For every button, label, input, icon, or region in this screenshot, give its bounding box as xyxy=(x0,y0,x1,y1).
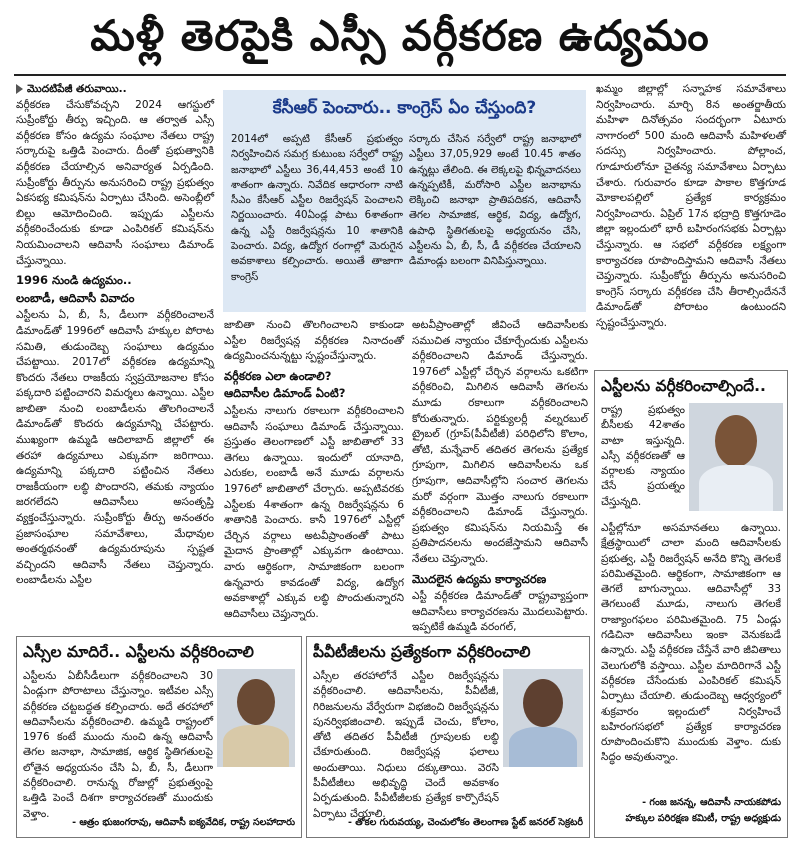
col2-subheading-1: వర్గీకరణ ఎలా ఉండాలి? xyxy=(224,368,332,383)
arrow-icon xyxy=(16,84,23,94)
blue-box-left-text: 2014లో అప్పటి కేసీఆర్ ప్రభుత్వం నిర్వహించిన సమగ్ర కుటుంబ సర్వేలో రాష్ట్ర జనాభాలో ఎస్టీలు 36,44,453 అంటే 10 శాతంగా ఉన్నారు. నివేదిక ఆధారంగా నాటి సీఎం కేసీఆర్ ఎస్టీల రిజర్వేషన్ పెంచాలని నిర్ణయించారు. 40ఏండ్ల పాటు 6శాతంగా ఉన్న ఎస్టీ రిజర్వేషన్లను 10 శాతానికి పెంచారు. విద్య, ఉద్యోగ రంగాల్లో మెరుగైన అవకాశాలు కల్పించారు. అయితే తాజాగా కాంగ్రెస్ xyxy=(231,133,403,283)
person-shirt xyxy=(223,725,289,767)
quote-box-middle-title: పీవీటీజీలను ప్రత్యేకంగా వర్గీకరించాలి xyxy=(313,643,531,661)
headline-rule xyxy=(14,74,786,76)
column-2 xyxy=(224,318,404,624)
person-shirt xyxy=(699,465,773,511)
col4-paragraph-1: ఖమ్మం జిల్లాల్లో సన్నాహక సమావేశాలు నిర్వహించారు. మార్చి 8న అంతర్జాతీయ మహిళా దినోత్సవం సందర్భంగా ఏటూరు నాగారంలో 500 మంది ఆదివాసీ మహిళలతో సదస్సు నిర్వహించారు. పోల్లాంచ, గూడూరులోనూ చైతన్య సమావేశాలు ఏర్పాటు చేశారు. గురువారం కూడా పాకాల కొత్తగూడ మోకాలపల్లిలో ప్రత్యేక కార్యక్రమం నిర్వహించారు. ఏప్రిల్ 17న భద్రాద్రి కొత్తగూడెం జిల్లా ఇల్లందులో భారీ బహిరంగసభకు ఏర్పాట్లు చేస్తున్నారు. ఆ సభలో వర్గీకరణ లక్ష్యంగా కార్యాచరణ రూపొందిస్తామని ఆదివాసీ నేతలు చెప్తున్నారు. సుప్రీంకోర్టు తీర్పును అనుసరించి కాంగ్రెస్ సర్కారు వర్గీకరణ చేసి తీరాల్సిందేననే డిమాండ్‌తో పోరాటం ఉంటుందని స్పష్టంచేస్తున్నారు. xyxy=(596,83,786,329)
quote-box-left xyxy=(16,636,302,838)
quote-box-right-title: ఎస్టీలను వర్గీకరించాల్సిందే.. xyxy=(601,377,766,395)
blue-box-right-text: సర్కారు చేసిన సర్వేలో రాష్ట్ర జనాభాలో ఎస్టీలు 37,05,929 అంటే 10.45 శాతం ఉన్నట్లు తేలింది. ఈ లెక్కలపై భిన్నవాదనలు ఉన్నప్పటికీ, మరోసారి ఎస్టీల జనాభాను లెక్కించి జనాభా ప్రాతిపదికన, ఆదివాసీ తెగల సామాజిక, ఆర్థిక, విద్య, ఉద్యోగ, ఉపాధి స్థితిగతులపై అధ్యయనం చేసి, ఎస్టీలను ఏ, బీ, సీ, డీ వర్గీకరణ చేయాలని డిమాండ్లు బలంగా వినిపిస్తున్నాయి. xyxy=(409,133,581,268)
col1-paragraph-2: ఎస్టీలను ఏ, బీ, సీ, డీలుగా వర్గీకరించాలనే డిమాండ్‌తో 1996లో ఆదివాసీ హక్కుల పోరాట సమితి, తుడుందెబ్బ సంఘాలు ఉద్యమం చేపట్టాయి. 2017లో వర్గీకరణ ఉద్యమాన్ని కొందరు నేతలు రాజకీయ స్వప్రయోజనాల కోసం పక్కదారి పట్టించారని విమర్శలు ఉన్నాయి. ఎస్టీల జాబితా నుంచి లంబాడీలను తొలగించాలనే డిమాండ్‌తో కొందరు ఉద్యమాన్ని చేపట్టారు. ముఖ్యంగా ఉమ్మడి ఆదిలాబాద్ జిల్లాలో ఈ తరహా ఉద్యమాలు ఎక్కువగా జరిగాయి. ఉద్యమాన్ని పక్కదారి పట్టించిన నేతలు రాజకీయంగా లబ్ధి పొందారని, తమకు న్యాయం జరగలేదని ఆదివాసీలు అసంతృప్తి వ్యక్తంచేస్తున్నారు. సుప్రీంకోర్టు తీర్పు అనంతరం ప్రజాసంఘాల సమావేశాలు, మేధావుల అంతర్మథనంతో ఉద్యమరూపును స్పష్టత వచ్చిందని ఆదివాసీ నేతలు చెప్తున్నారు. లంబాడీలను ఎస్టీల xyxy=(16,309,214,587)
person-face xyxy=(523,679,563,727)
blue-sidebar-box xyxy=(223,90,586,312)
photo-atram-bhujangarao xyxy=(217,669,295,767)
person-shirt xyxy=(509,727,577,767)
headline: మళ్లీ తెరపైకి ఎస్సీ వర్గీకరణ ఉద్యమం xyxy=(90,11,710,60)
col1-subheading-1: 1996 నుండి ఉద్యమం.. xyxy=(16,273,132,288)
column-1 xyxy=(16,82,214,591)
quote-box-left-title: ఎస్సీల మాదిరే.. ఎస్టీలను వర్గీకరించాలి xyxy=(23,643,254,661)
quote-box-right xyxy=(594,370,788,838)
col2-subheading-2: ఆదివాసీల డిమాండ్ ఏంటి? xyxy=(224,386,346,401)
photo-tokala-guruvayya xyxy=(503,669,583,767)
quote-box-middle xyxy=(306,636,590,838)
col1-subheading-2: లంబాడీ, ఆదివాసీ వివాదం xyxy=(16,290,135,305)
col3-paragraph-1: అటవీప్రాంతాల్లో జీవించే ఆదివాసీలకు సముచిత న్యాయం చేకూర్చేందుకు ఎస్టీలను వర్గీకరించాలని డిమాండ్ చేస్తున్నారు. 1976లో ఎస్టీల్లో చేర్చిన వర్గాలను ఒకటిగా వర్గీకరించి, మిగిలిన ఆదివాసీ తెగలను మూడు రకాలుగా వర్గీకరించాలని కోరుతున్నారు. పర్టిక్యులర్లీ వల్నరబుల్ ట్రైబల్ (గ్రూప్(పీవీటీజీ) పరిధిలోని కొలాం, తోటి, మన్నేవార్ తదితర తెగలను ప్రత్యేక గ్రూపుగా, మిగిలిన ఆదివాసీలను ఒక గ్రూపుగా, ఆదివాసీల్లోని సంచార తెగలను మరో వర్గంగా మొత్తం నాలుగు రకాలుగా వర్గీకరించాలని డిమాండ్ చేస్తున్నారు. ప్రభుత్వం కమిషన్‌ను నియమిస్తే ఈ ప్రతిపాదనలను అందజేస్తామని ఆదివాసీ నేతలు చెప్తున్నారు. xyxy=(412,319,588,565)
col3-subheading-1: మొదలైన ఉద్యమ కార్యాచరణ xyxy=(412,571,547,586)
quote-box-right-text-bottom: ఎస్టీల్లోనూ అసమానతలు ఉన్నాయి. క్షేత్రస్థాయిలో చాలా మంది ఆదివాసీలకు ప్రభుత్వ, ఎస్టీ రిజర్వేషన్ అనేది కొన్ని తెగలకే పరిమితమైంది. ఆర్థికంగా, సామాజికంగా ఆ తెగలే బాగున్నాయి. ఆదివాసీల్లో 33 తెగలుంటే మూడు, నాలుగు తెగలకే రాజ్యాంగఫలం పరిమితమైంది. 75 ఏండ్లు గడిచినా ఆదివాసీలు ఇంకా వెనుకబడే ఉన్నారు. ఎస్టీ వర్గీకరణ చేస్తేనే వారి జీవితాలు వెలుగులోకి వస్తాయి. ఎస్టీల మాదిరిగానే ఎస్టీ వర్గీకరణ చేసేందుకు ఎంపిరికల్ కమిషన్ ఏర్పాటు చేయాలి. తుడుందెబ్బ ఆధ్వర్యంలో శుక్రవారం ఇల్లందులో నిర్వహించే బహిరంగసభలో ప్రత్యేక కార్యాచరణ రూపొందించుకొని ముందుకు వెళ్తాం. దుకు సిద్ధం అవుతున్నాం. xyxy=(601,522,781,764)
person-face xyxy=(237,679,275,725)
col1-paragraph-1: వర్గీకరణ చేసుకోవచ్చని 2024 ఆగస్టులో సుప్రీంకోర్టు తీర్పు ఇచ్చింది. ఆ తర్వాత ఎస్సీ వర్గీకరణ కోసం ఉద్యమ సంఘాల నేతలు రాష్ట్ర సర్కారుపై ఒత్తిడి పెంచారు. దీంతో ప్రభుత్వానికి వర్గీకరణ చేయాల్సిన అనివార్యత ఏర్పడింది. సుప్రీంకోర్టు తీర్పును అనుసరించి రాష్ట్ర ప్రభుత్వం ఏకసభ్య కమిషన్‌ను ఏర్పాటు చేసింది. అసెంబ్లీలో బిల్లు ఆమోదించింది. ఇప్పుడు ఎస్టీలను వర్గీకరించేందుకు కూడా ఎంపిరికల్ కమిషన్‌ను నియమించాలని ఆదివాసీ సంఘాలు డిమాండ్ చేస్తున్నాయి. xyxy=(16,98,214,267)
photo-gunja-janna xyxy=(689,403,783,511)
column-3 xyxy=(412,318,588,638)
kicker-text: మొదటిపేజీ తరువాయి.. xyxy=(27,83,127,95)
quote-box-middle-text: ఎస్సీల తరహాలోనే ఎస్టీల రిజర్వేషన్లను వర్గీకరించాలి. ఆదివాసీలను, పీవీటీజీ, గిరిజనులను వేర్వేరుగా విభజించి రిజర్వేషన్లను పునర్విభజించాలి. ఇప్పుడే చెంచు, కోలాం, తోటి తదితర పీవీటీజీ గ్రూపులకు లబ్ధి చేకూరుతుంది. రిజర్వేషన్ల ఫలాలు అందుతాయి. నిధులు దక్కుతాయి. వెరసి పీవీటీజీలు అభివృద్ధి చెందే అవకాశం ఏర్పడుతుంది. పీవీటీజీలకు ప్రత్యేక కార్పొరేషన్ ఏర్పాటు చేయాలి. xyxy=(313,670,499,820)
quote-box-left-text: ఎస్టీలను ఏబీసీడీలుగా వర్గీకరించాలని 30 ఏండ్లుగా పోరాటాలు చేస్తున్నాం. ఇటీవల ఎస్సీ వర్గీకరణ చట్టబద్ధత కల్పించారు. అదే తరహాలో ఆదివాసీలను వర్గీకరించాలి. ఉమ్మడి రాష్ట్రంలో 1976 కంటే ముందు నుంచి ఉన్న ఆదివాసీ తెగల జనాభా, సామాజిక, ఆర్థిక స్థితిగతులపై లోతైన అధ్యయనం చేసి ఏ, బీ, సీ, డీలుగా వర్గీకరించాలి. రానున్న రోజుల్లో ప్రభుత్వంపై ఒత్తిడి పెంచే దిశగా కార్యాచరణతో ముందుకు వెళ్తాం. xyxy=(23,670,213,820)
quote-box-right-signature-2: హక్కుల పరిరక్షణ కమిటీ, రాష్ట్ర అధ్యక్షుడు xyxy=(625,813,781,824)
person-face xyxy=(715,415,757,467)
col2-paragraph-2: ఎస్టీలను నాలుగు రకాలుగా వర్గీకరించాలని ఆదివాసీ సంఘాలు డిమాండ్ చేస్తున్నాయి. ప్రస్తుతం తెలంగాణలో ఎస్టీ జాబితాలో 33 తెగలు ఉన్నాయి. ఇందులో యానాది, ఎరుకల, లంబాడీ అనే మూడు వర్గాలను 1976లో జాబితాలో చేర్చారు. అప్పటివరకు ఎస్టీలకు 4శాతంగా ఉన్న రిజర్వేషన్లను 6 శాతానికి పెంచారు. కానీ 1976లో ఎస్టీల్లో చేర్చిన వర్గాలు అటవీప్రాంతంతో పాటు మైదాన ప్రాంతాల్లో ఎక్కువగా ఉంటాయి. వారు ఆర్థికంగా, సామాజికంగా బలంగా ఉన్నవారు కావడంతో విద్య, ఉద్యోగ అవకాశాల్లో ఎక్కువ లబ్ధి పొందుతున్నారని ఆదివాసీలు చెప్తున్నారు. xyxy=(224,404,404,620)
quote-box-left-signature: - ఆత్రం భుజంగరావు, ఆదివాసీ ఐక్యవేదిక, రాష్ట్ర సలహాదారు xyxy=(72,817,295,828)
col2-paragraph-1: జాబితా నుంచి తొలగించాలని కాకుండా ఎస్టీల రిజర్వేషన్ల వర్గీకరణ నినాదంతో ఉద్యమించనున్నట్టు స్పష్టంచేస్తున్నారు. xyxy=(224,319,404,363)
quote-box-right-signature-1: - గంజ జనన్న, ఆదివాసీ నాయకపోడు xyxy=(642,797,781,808)
quote-box-middle-signature: - తోకల గురువయ్య, చెంచులోకం తెలంగాణ స్టేట్ జనరల్ సెక్రటరీ xyxy=(348,817,583,828)
blue-box-title: కేసీఆర్ పెంచారు.. కాంగ్రెస్ ఏం చేస్తుంది? xyxy=(272,98,537,118)
column-4 xyxy=(596,82,786,334)
kicker xyxy=(16,82,214,98)
col3-paragraph-2: ఎస్టీ వర్గీకరణ డిమాండ్‌తో రాష్ట్రవ్యాప్తంగా ఆదివాసీలు కార్యాచరణను మొదలుపెట్టారు. ఇప్పటికే ఉమ్మడి వరంగల్, xyxy=(412,590,588,634)
quote-box-right-text-top: రాష్ట్ర ప్రభుత్వం బీసీలకు 42శాతం వాటా ఇస్తున్నది. ఎస్సీ వర్గీకరణతో ఆ వర్గాలకు న్యాయం చేసే ప్రయత్నం చేస్తున్నది. xyxy=(601,404,685,508)
